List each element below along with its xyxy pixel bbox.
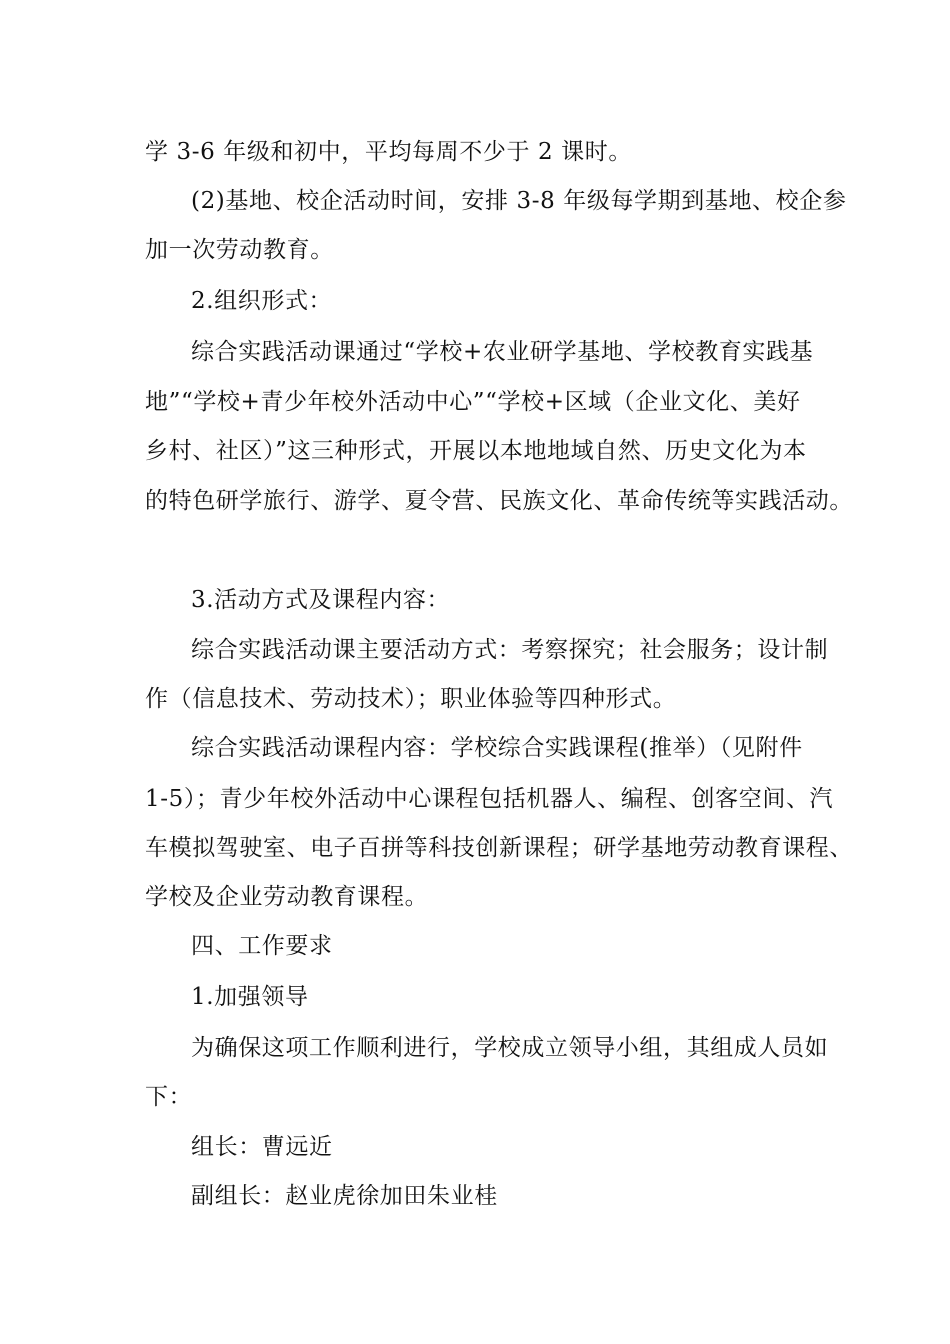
text-line-18: 为确保这项工作顺利进行，学校成立领导小组，其组成人员如 (191, 1035, 829, 1061)
text-line-8: 的特色研学旅行、游学、夏令营、民族文化、革命传统等实践活动。 (145, 488, 853, 514)
text-line-7: 乡村、社区）”这三种形式，开展以本地地域自然、历史文化为本 (145, 438, 807, 464)
text-line-10: 综合实践活动课主要活动方式：考察探究；社会服务；设计制 (191, 637, 829, 663)
text-line-19: 下： (145, 1084, 193, 1110)
text-line-3: 加一次劳动教育。 (145, 237, 334, 263)
text-line-2: (2)基地、校企活动时间，安排 3-8 年级每学期到基地、校企参 (191, 188, 847, 214)
text-line-12: 综合实践活动课程内容：学校综合实践课程(推举）（见附件 (191, 735, 803, 761)
text-line-13: 1-5）；青少年校外活动中心课程包括机器人、编程、创客空间、汽 (145, 786, 834, 812)
section-heading-organization: 2.组织形式： (191, 288, 333, 314)
text-line-15: 学校及企业劳动教育课程。 (145, 884, 429, 910)
section-heading-requirements: 四、工作要求 (191, 933, 333, 959)
text-line-1: 学 3-6 年级和初中，平均每周不少于 2 课时。 (145, 139, 632, 165)
text-line-14: 车模拟驾驶室、电子百拼等科技创新课程；研学基地劳动教育课程、 (145, 835, 853, 861)
text-line-11: 作（信息技术、劳动技术）；职业体验等四种形式。 (145, 686, 677, 712)
section-heading-leadership: 1.加强领导 (191, 984, 309, 1010)
text-line-5: 综合实践活动课通过“学校+农业研学基地、学校教育实践基 (191, 339, 814, 365)
deputy-leader-line: 副组长：赵业虎徐加田朱业桂 (191, 1183, 498, 1209)
text-line-6: 地”“学校+青少年校外活动中心”“学校+区域（企业文化、美好 (145, 389, 801, 415)
group-leader-line: 组长：曹远近 (191, 1134, 333, 1160)
section-heading-activities: 3.活动方式及课程内容： (191, 587, 451, 613)
